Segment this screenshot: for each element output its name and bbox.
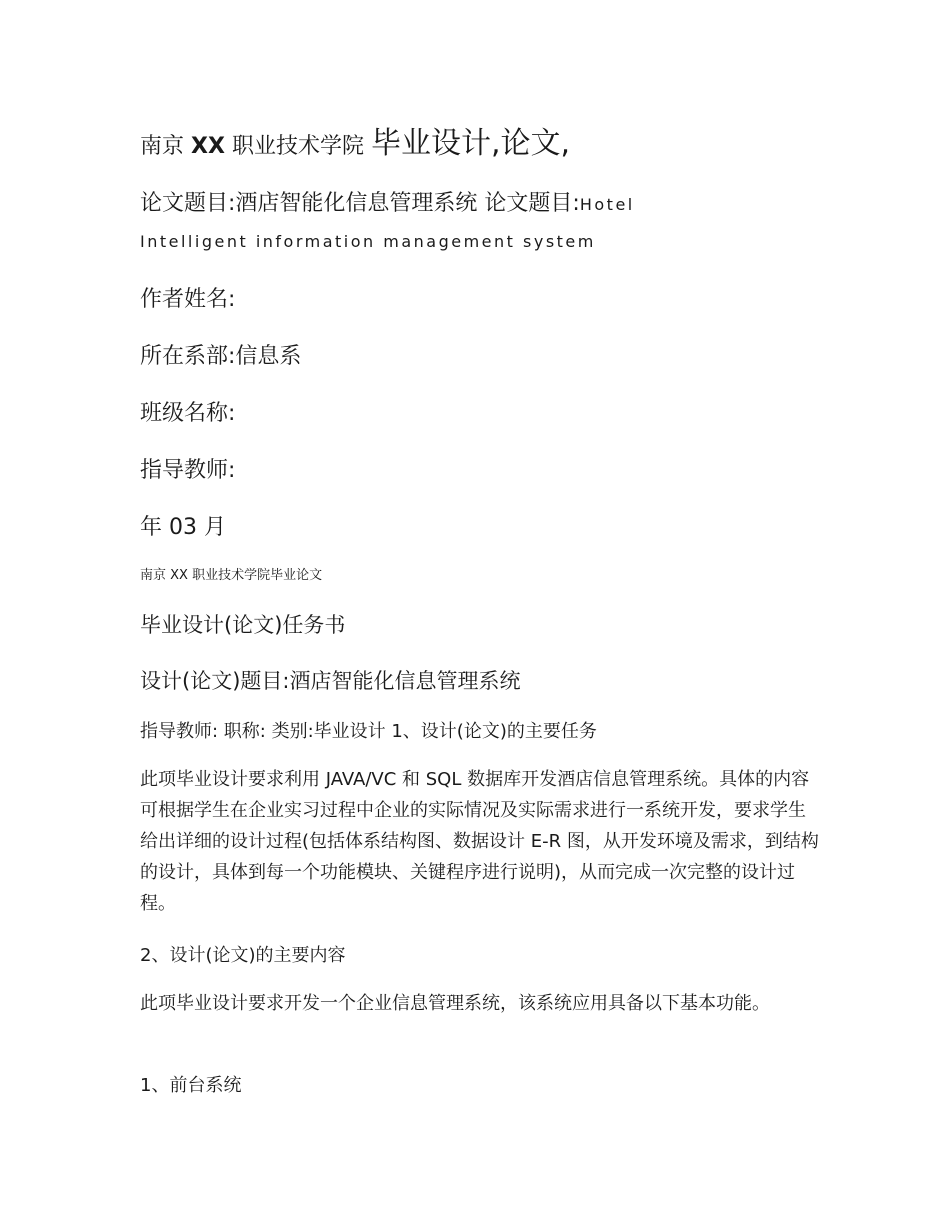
section-2-heading: 2、设计(论文)的主要内容: [140, 945, 346, 966]
thesis-big-title: 毕业设计,论文,: [370, 126, 571, 161]
date-field: 年 03 月: [140, 515, 226, 540]
task-title: 毕业设计(论文)任务书: [140, 613, 346, 637]
topic-cn: 论文题目:酒店智能化信息管理系统: [140, 191, 478, 216]
class-field: 班级名称:: [140, 401, 236, 426]
topic-en-part2: Intelligent information management system: [140, 232, 596, 251]
running-header: 南京 XX 职业技术学院毕业论文: [140, 568, 323, 583]
topic-en-prefix: 论文题目:: [484, 191, 580, 216]
advisor-field: 指导教师:: [140, 458, 236, 483]
task-topic: 设计(论文)题目:酒店智能化信息管理系统: [140, 669, 521, 693]
author-field: 作者姓名:: [140, 287, 236, 312]
topic-en-part1: Hotel: [579, 195, 635, 214]
department-field: 所在系部:信息系: [140, 344, 302, 369]
school-name-1: 南京: [140, 134, 185, 159]
cover-title: [140, 118, 570, 162]
task-paragraph-1: 此项毕业设计要求利用 JAVA/VC 和 SQL 数据库开发酒店信息管理系统。具体的内容可根据学生在企业实习过程中企业的实际情况及实际需求进行一系统开发，要求学生给出详细的设计过程(包括体系结构图、数据设计 E-R 图，从开发环境及需求，到结构的设计，具体到每一个功能模块、关键程序进行说明)，从而完成一次完整的设计过程。: [140, 769, 819, 914]
school-name-rest: 职业技术学院: [231, 134, 364, 159]
task-meta: 指导教师: 职称: 类别:毕业设计 1、设计(论文)的主要任务: [140, 721, 597, 742]
school-name-xx: XX: [191, 134, 225, 159]
item-1-frontdesk: 1、前台系统: [140, 1075, 242, 1096]
thesis-topic-line: [140, 186, 635, 217]
task-paragraph-2: 此项毕业设计要求开发一个企业信息管理系统，该系统应用具备以下基本功能。: [140, 993, 770, 1014]
